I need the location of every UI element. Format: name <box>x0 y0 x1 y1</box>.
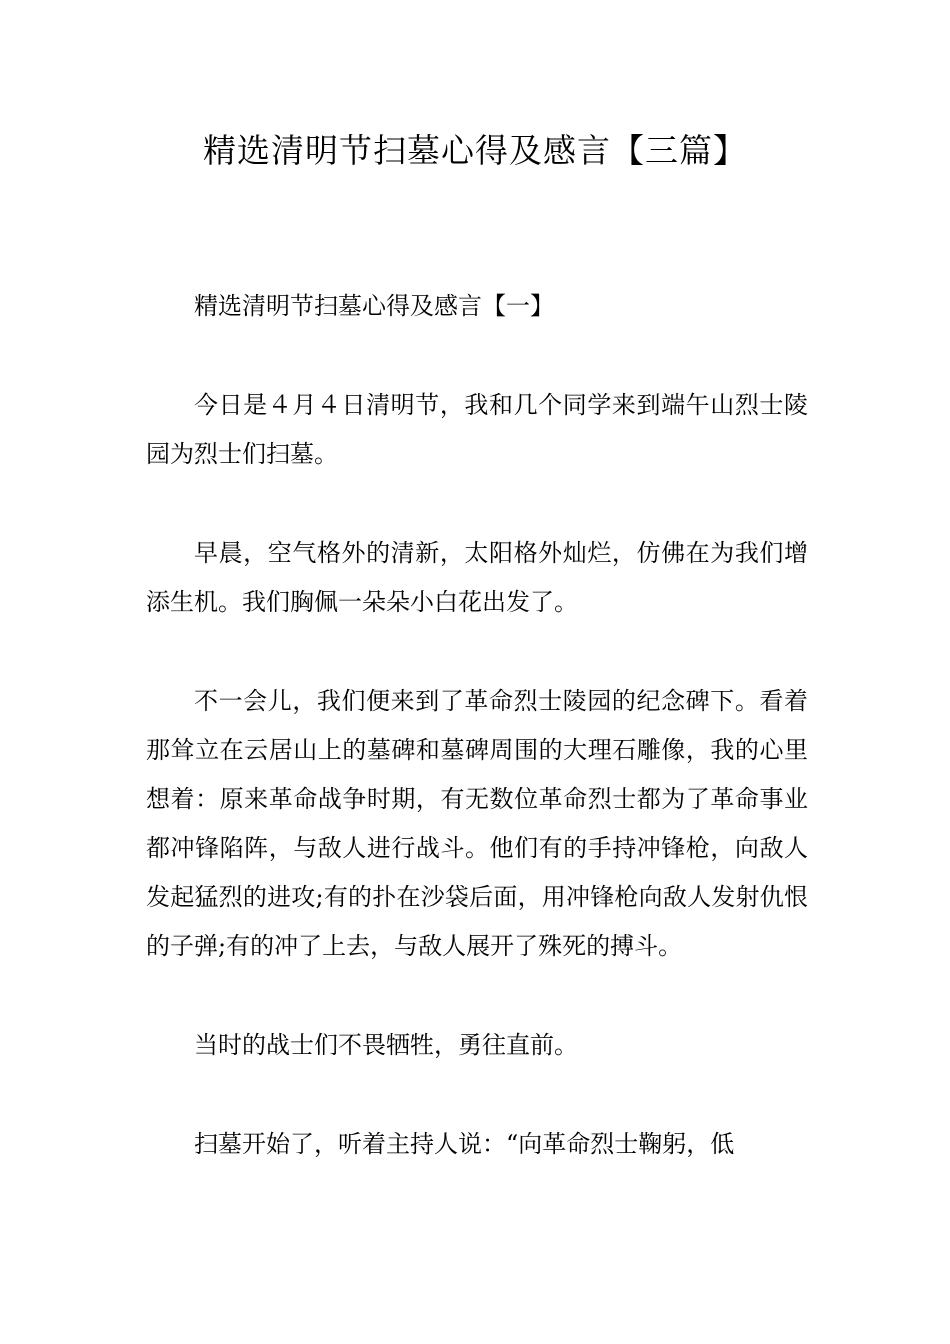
paragraph-4: 当时的战士们不畏牺牲，勇往直前。 <box>194 1031 578 1059</box>
document-body <box>146 282 808 1169</box>
paragraph-3: 不一会儿，我们便来到了革命烈士陵园的纪念碑下。看着那耸立在云居山上的墓碑和墓碑周围的大理石雕像，我的心里想着：原来革命战争时期，有无数位革命烈士都为了革命事业都冲锋陷阵，与敌人进行战斗。他们有的手持冲锋枪，向敌人发起猛烈的进攻;有的扑在沙袋后面，用冲锋枪向敌人发射仇恨的子弹;有的冲了上去，与敌人展开了殊死的搏斗。 <box>146 687 808 960</box>
paragraph-2: 早晨，空气格外的清新，太阳格外灿烂，仿佛在为我们增添生机。我们胸佩一朵朵小白花出发了。 <box>146 539 808 616</box>
document-title: 精选清明节扫墓心得及感言【三篇】 <box>203 131 747 170</box>
paragraph-5: 扫墓开始了，听着主持人说：“向革命烈士鞠躬，低 <box>194 1130 735 1158</box>
section-heading: 精选清明节扫墓心得及感言【一】 <box>194 292 554 320</box>
paragraph-1: 今日是４月４日清明节，我和几个同学来到端午山烈士陵园为烈士们扫墓。 <box>146 391 808 468</box>
